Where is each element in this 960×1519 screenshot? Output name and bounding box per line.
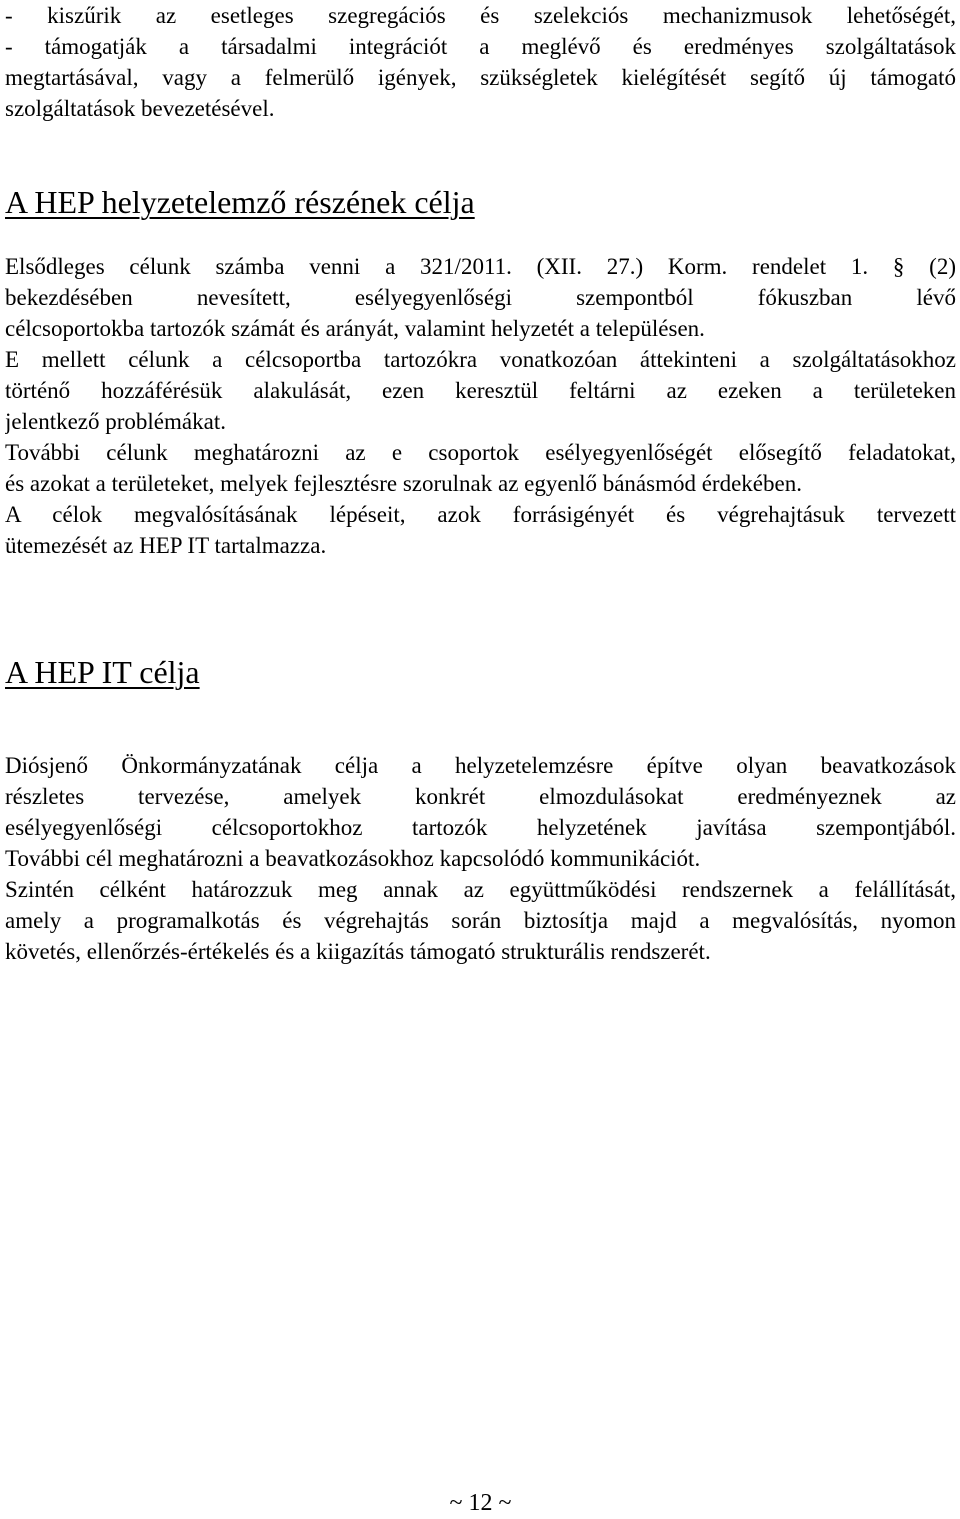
intro-line: szolgáltatások bevezetésével. [5,96,275,121]
body-line: célcsoportokba tartozók számát és arányát, valamint helyzetét a településen. [5,316,705,341]
section-heading-hep-it: A HEP IT célja [5,654,200,690]
section1-body [5,251,956,561]
intro-line: - támogatják a társadalmi integrációt a meglévő és eredményes szolgáltatások [5,34,956,59]
page-number: ~ 12 ~ [449,1490,512,1516]
body-line: ütemezését az HEP IT tartalmazza. [5,533,327,558]
body-line: esélyegyenlőségi célcsoportokhoz tartozók helyzetének javítása szempontjából. [5,815,956,840]
body-line: követés, ellenőrzés-értékelés és a kiigazítás támogató strukturális rendszerét. [5,939,711,964]
body-line: történő hozzáférésük alakulását, ezen keresztül feltárni az ezeken a területeken [5,378,956,403]
body-line: bekezdésében nevesített, esélyegyenlőségi szempontból fókuszban lévő [5,285,956,310]
body-line: További cél meghatározni a beavatkozásokhoz kapcsolódó kommunikációt. [5,846,701,871]
body-line: Elsődleges célunk számba venni a 321/2011. (XII. 27.) Korm. rendelet 1. § (2) [5,254,956,279]
body-line: Szintén célként határozzuk meg annak az együttműködési rendszernek a felállítását, [5,877,956,902]
body-line: A célok megvalósításának lépéseit, azok forrásigényét és végrehajtásuk tervezett [5,502,956,527]
intro-line: - kiszűrik az esetleges szegregációs és szelekciós mechanizmusok lehetőségét, [5,3,956,28]
intro-paragraph [5,0,956,124]
section2-body [5,750,956,967]
body-line: További célunk meghatározni az e csoportok esélyegyenlőségét elősegítő feladatokat, [5,440,956,465]
body-line: részletes tervezése, amelyek konkrét elmozdulásokat eredményeznek az [5,784,956,809]
body-line: jelentkező problémákat. [5,409,226,434]
body-line: és azokat a területeket, melyek fejlesztésre szorulnak az egyenlő bánásmód érdekében. [5,471,802,496]
section-heading-hep-helyzetelemzo: A HEP helyzetelemző részének célja [5,184,475,220]
body-line: Diósjenő Önkormányzatának célja a helyzetelemzésre építve olyan beavatkozások [5,753,956,778]
document-page [5,0,956,1519]
body-line: amely a programalkotás és végrehajtás során biztosítja majd a megvalósítás, nyomon [5,908,956,933]
body-line: E mellett célunk a célcsoportba tartozókra vonatkozóan áttekinteni a szolgáltatásokhoz [5,347,956,372]
intro-line: megtartásával, vagy a felmerülő igények, szükségletek kielégítését segítő új támogató [5,65,956,90]
